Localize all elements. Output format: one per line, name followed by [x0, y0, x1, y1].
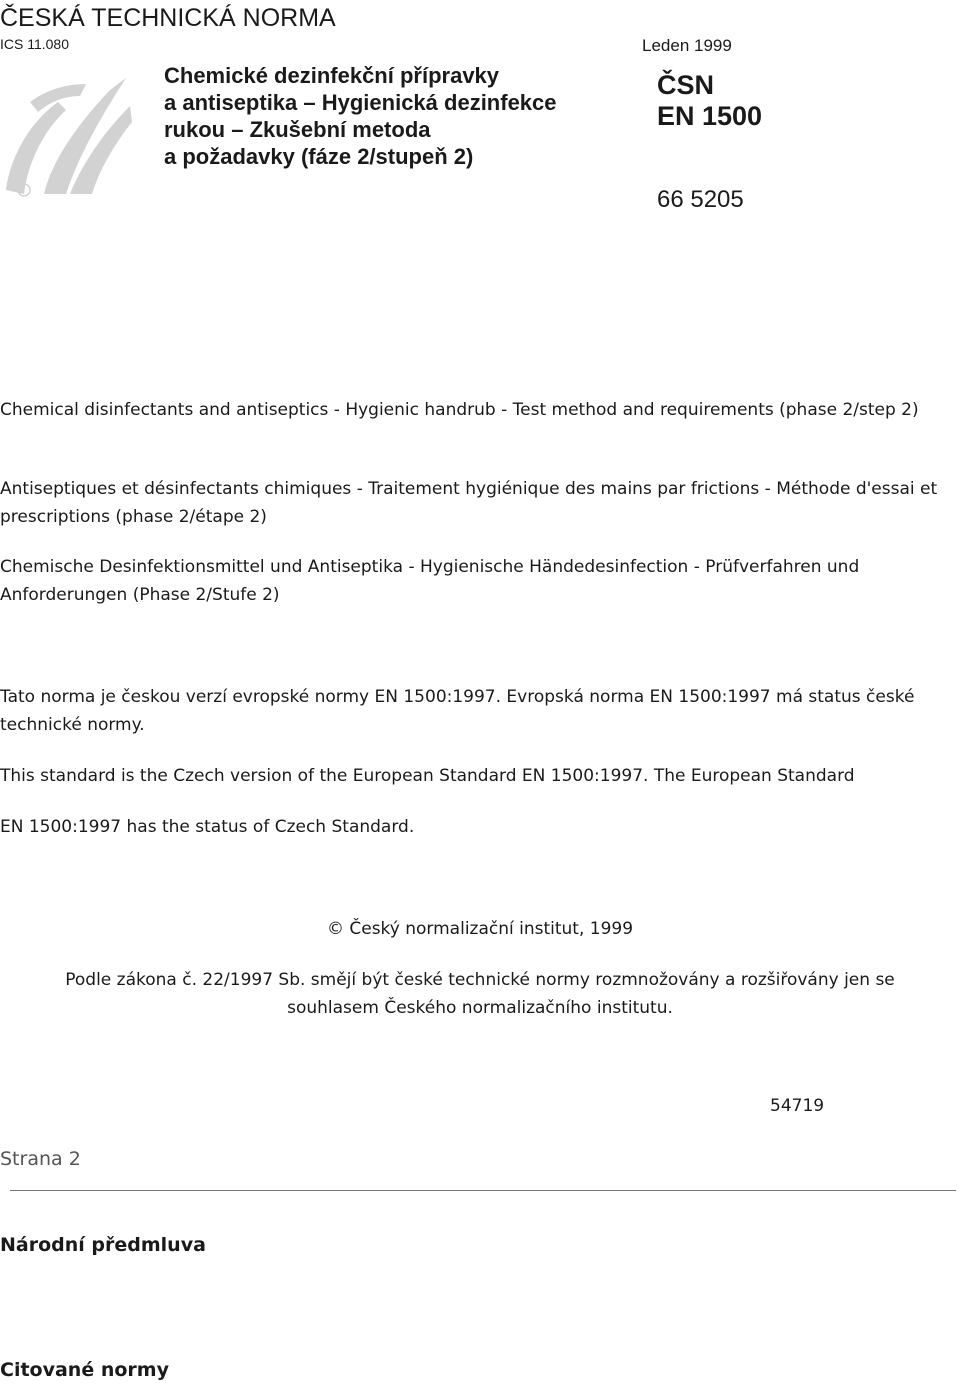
czech-title-line: a antiseptika – Hygienická dezinfekce [164, 90, 557, 115]
standard-number-line1: ČSN [657, 70, 715, 100]
reproduction-notice-line1: Podle zákona č. 22/1997 Sb. smějí být české technické normy rozmnožovány a rozšiřovány jen se [65, 970, 895, 990]
french-title: Antiseptiques et désinfectants chimiques - Traitement hygiénique des mains par frictions - Méthode d'essai et prescriptions (phase 2/étape 2) [0, 479, 938, 527]
ics-code: ICS 11.080 [0, 36, 70, 52]
footer-divider [10, 1190, 956, 1191]
copyright-line [0, 915, 960, 943]
foreword-heading: Národní předmluva [0, 1234, 206, 1256]
classification-number: 66 5205 [657, 186, 744, 213]
document-header-title: ČESKÁ TECHNICKÁ NORMA [0, 4, 336, 32]
english-status-line2: EN 1500:1997 has the status of Czech Standard. [0, 817, 415, 837]
czech-title [164, 62, 557, 170]
standard-number [657, 70, 762, 132]
czech-status-statement: Tato norma je českou verzí evropské normy EN 1500:1997. Evropská norma EN 1500:1997 má status české technické normy. [0, 687, 915, 735]
english-status-line1: This standard is the Czech version of the European Standard EN 1500:1997. The European Standard [0, 766, 855, 786]
standard-number-line2: EN 1500 [657, 101, 763, 131]
czech-title-line: Chemické dezinfekční přípravky [164, 63, 500, 88]
document-number: 54719 [770, 1096, 825, 1116]
czech-title-line: rukou – Zkušební metoda [164, 117, 431, 142]
issue-date: Leden 1999 [642, 36, 732, 55]
csni-logo-icon [0, 62, 135, 202]
german-title: Chemische Desinfektionsmittel und Antiseptika - Hygienische Händedesinfection - Prüfverfahren und Anforderungen (Phase 2/Stufe 2) [0, 557, 860, 605]
czech-title-line: a požadavky (fáze 2/stupeň 2) [164, 144, 474, 169]
english-title: Chemical disinfectants and antiseptics - Hygienic handrub - Test method and requirements (phase 2/step 2) [0, 400, 919, 420]
copyright-symbol: © [326, 919, 344, 939]
reproduction-notice-line2: souhlasem Českého normalizačního institutu. [287, 998, 673, 1018]
copyright-text: Český normalizační institut, 1999 [349, 919, 634, 939]
cited-norms-heading: Citované normy [0, 1359, 169, 1381]
page-label: Strana 2 [0, 1148, 81, 1170]
